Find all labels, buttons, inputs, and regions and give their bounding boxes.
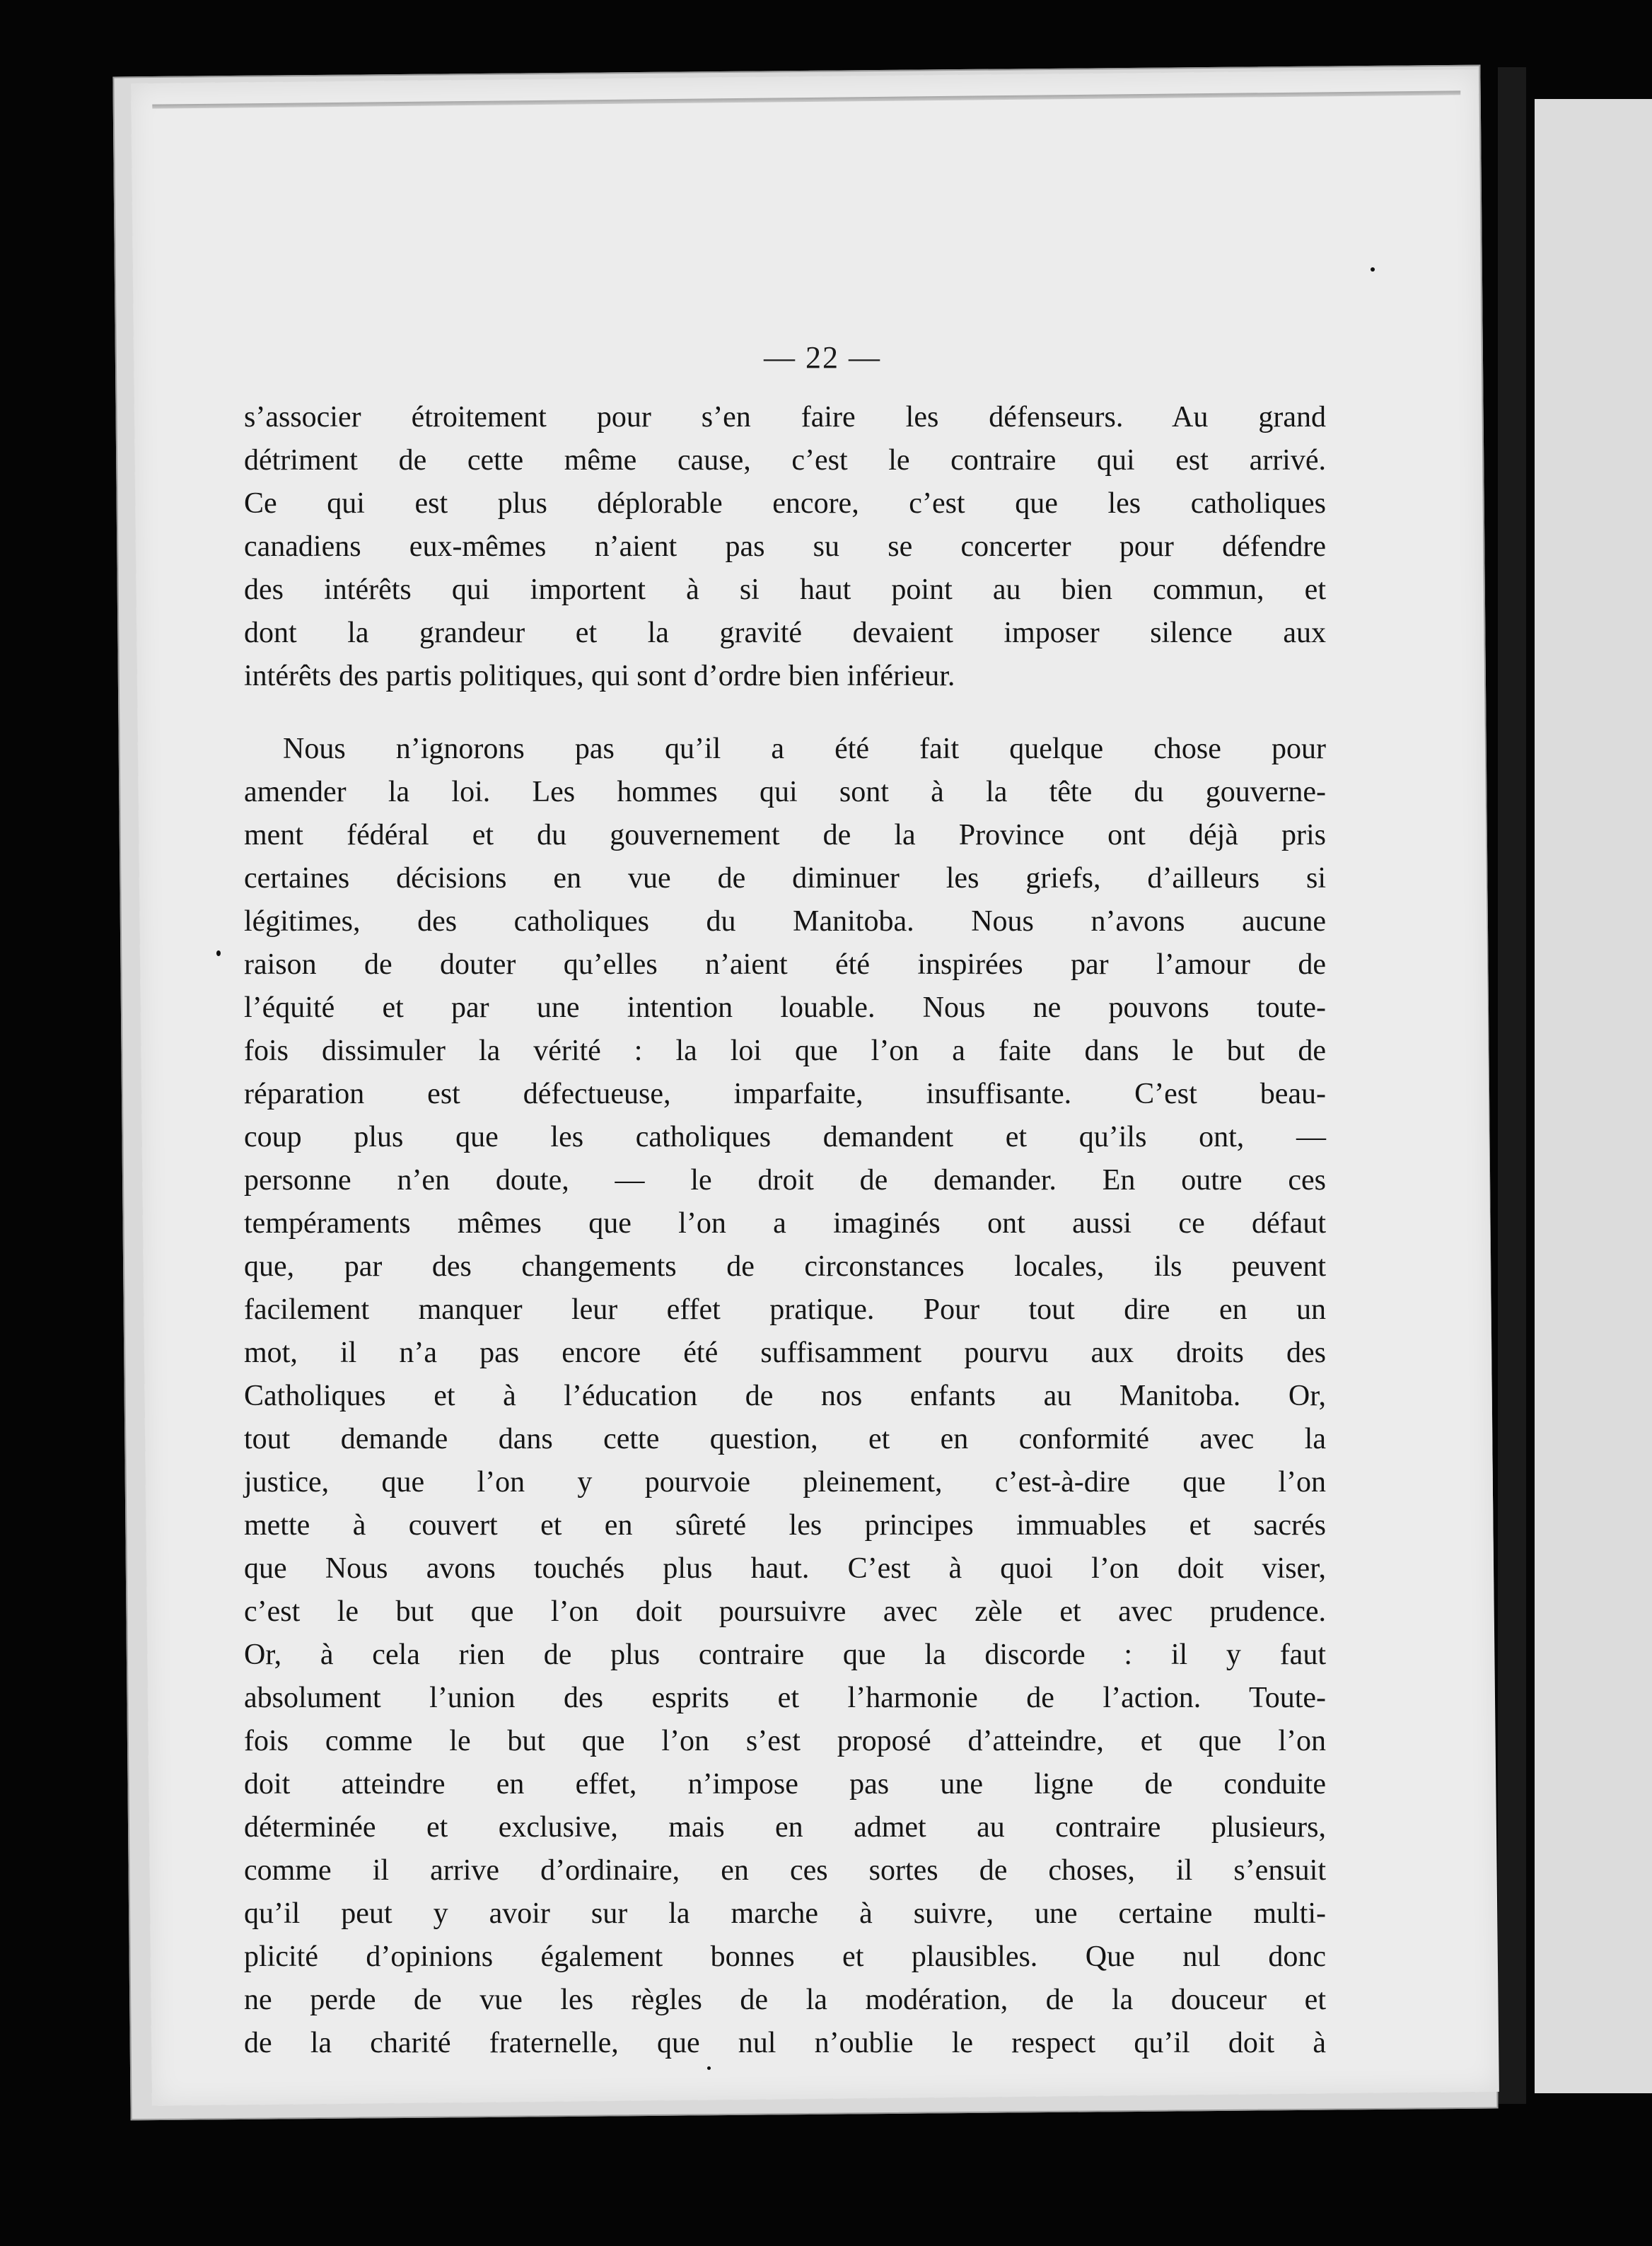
text-line: personne n’en doute, — le droit de demander. En outre ces <box>244 1164 1326 1197</box>
text-line: coup plus que les catholiques demandent et qu’ils ont, — <box>244 1121 1326 1153</box>
text-line: c’est le but que l’on doit poursuivre avec zèle et avec prudence. <box>244 1595 1326 1628</box>
text-line: que, par des changements de circonstances locales, ils peuvent <box>244 1250 1326 1283</box>
scan-speck <box>216 950 221 956</box>
text-line: légitimes, des catholiques du Manitoba. Nous n’avons aucune <box>244 905 1326 938</box>
page-number: — 22 — <box>764 340 881 375</box>
text-line: que Nous avons touchés plus haut. C’est à quoi l’on doit viser, <box>244 1552 1326 1585</box>
text-line: Catholiques et à l’éducation de nos enfants au Manitoba. Or, <box>244 1380 1326 1412</box>
body-text <box>244 396 1326 2065</box>
text-line: amender la loi. Les hommes qui sont à la tête du gouverne- <box>244 776 1326 808</box>
text-line: intérêts des partis politiques, qui sont d’ordre bien inférieur. <box>244 660 955 692</box>
text-line: mot, il n’a pas encore été suffisamment pourvu aux droits des <box>244 1337 1326 1369</box>
text-line: détriment de cette même cause, c’est le contraire qui est arrivé. <box>244 444 1326 477</box>
paragraph-1 <box>244 396 1326 698</box>
text-line: l’équité et par une intention louable. Nous ne pouvons toute- <box>244 991 1326 1024</box>
text-line: certaines décisions en vue de diminuer les griefs, d’ailleurs si <box>244 862 1326 895</box>
text-line: facilement manquer leur effet pratique. Pour tout dire en un <box>244 1293 1326 1326</box>
scan-speck <box>1371 267 1375 272</box>
text-line: ne perde de vue les règles de la modération, de la douceur et <box>244 1984 1326 2016</box>
text-line: de la charité fraternelle, que nul n’oublie le respect qu’il doit à <box>244 2027 1326 2059</box>
text-line: plicité d’opinions également bonnes et plausibles. Que nul donc <box>244 1940 1326 1973</box>
text-line: absolument l’union des esprits et l’harmonie de l’action. Toute- <box>244 1682 1326 1714</box>
text-line: Ce qui est plus déplorable encore, c’est que les catholiques <box>244 487 1326 520</box>
adjacent-page-edge <box>1535 99 1652 2093</box>
text-line: Nous n’ignorons pas qu’il a été fait quelque chose pour <box>283 733 1326 765</box>
text-line: Or, à cela rien de plus contraire que la discorde : il y faut <box>244 1639 1326 1671</box>
text-line: tempéraments mêmes que l’on a imaginés ont aussi ce défaut <box>244 1207 1326 1240</box>
paragraph-2 <box>244 728 1326 2065</box>
text-line: justice, que l’on y pourvoie pleinement, c’est-à-dire que l’on <box>244 1466 1326 1499</box>
text-line: raison de douter qu’elles n’aient été inspirées par l’amour de <box>244 948 1326 981</box>
text-line: comme il arrive d’ordinaire, en ces sortes de choses, il s’ensuit <box>244 1854 1326 1887</box>
text-line: mette à couvert et en sûreté les principes immuables et sacrés <box>244 1509 1326 1542</box>
page-top-edge <box>152 91 1460 108</box>
text-line: doit atteindre en effet, n’impose pas une ligne de conduite <box>244 1768 1326 1800</box>
text-line: fois dissimuler la vérité : la loi que l’on a faite dans le but de <box>244 1035 1326 1067</box>
text-line: ment fédéral et du gouvernement de la Province ont déjà pris <box>244 819 1326 851</box>
text-line: s’associer étroitement pour s’en faire les défenseurs. Au grand <box>244 401 1326 434</box>
text-line: des intérêts qui importent à si haut point au bien commun, et <box>244 574 1326 606</box>
binding-shadow <box>1498 67 1526 2104</box>
scan-speck <box>707 2066 711 2070</box>
text-line: fois comme le but que l’on s’est proposé d’atteindre, et que l’on <box>244 1725 1326 1757</box>
text-line: réparation est défectueuse, imparfaite, insuffisante. C’est beau- <box>244 1078 1326 1110</box>
text-line: dont la grandeur et la gravité devaient imposer silence aux <box>244 617 1326 649</box>
text-line: déterminée et exclusive, mais en admet au contraire plusieurs, <box>244 1811 1326 1844</box>
text-line: tout demande dans cette question, et en conformité avec la <box>244 1423 1326 1455</box>
text-line: canadiens eux-mêmes n’aient pas su se concerter pour défendre <box>244 530 1326 563</box>
text-line: qu’il peut y avoir sur la marche à suivre, une certaine multi- <box>244 1897 1326 1930</box>
